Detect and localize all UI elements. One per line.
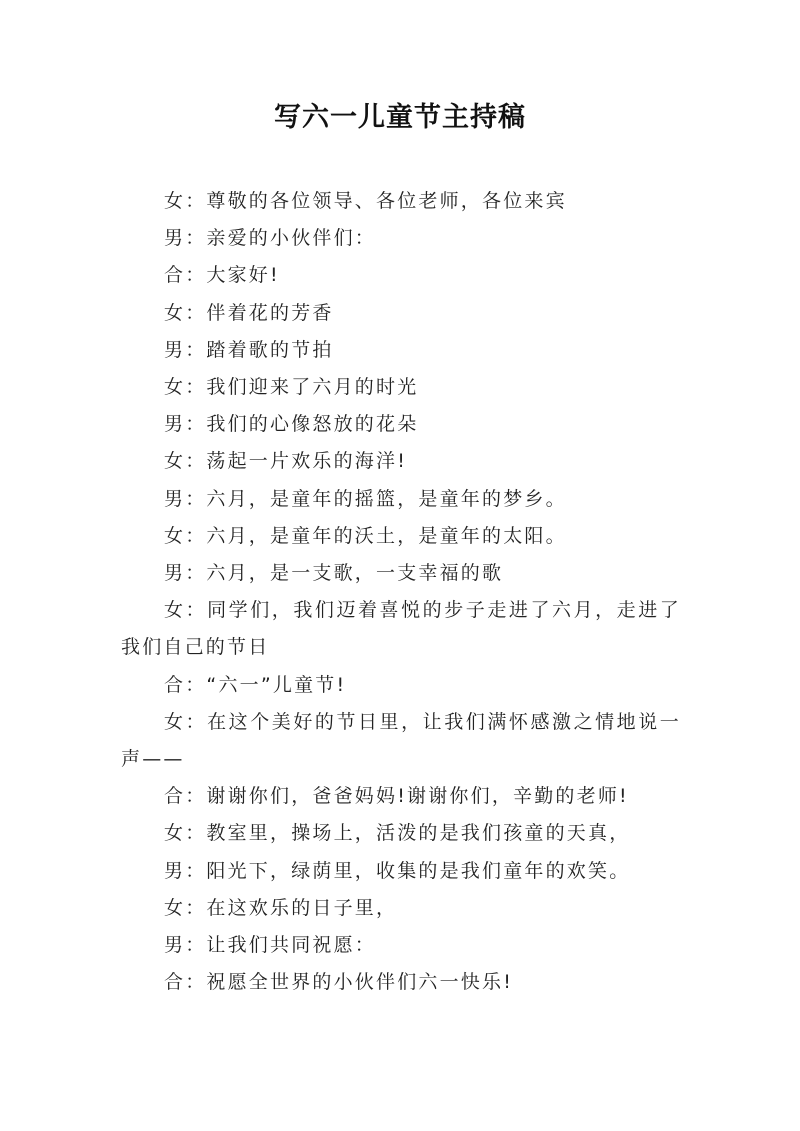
script-line: 男：六月，是童年的摇篮，是童年的梦乡。 [164, 487, 567, 510]
script-line: 女：同学们，我们迈着喜悦的步子走进了六月，走进了我们自己的节日 [121, 599, 681, 659]
script-line: 男：六月，是一支歌，一支幸福的歌 [164, 562, 504, 585]
script-line: 合：大家好! [164, 264, 280, 287]
script-line: 男：让我们共同祝愿： [164, 934, 377, 957]
script-line: 女：伴着花的芳香 [164, 301, 334, 324]
document-title: 写六一儿童节主持稿 [274, 102, 526, 133]
script-line: 女：荡起一片欢乐的海洋! [164, 450, 408, 473]
document-body [121, 183, 681, 1001]
script-line: 女：在这个美好的节日里，让我们满怀感激之情地说一声—— [121, 710, 681, 771]
script-line: 男：我们的心像怒放的花朵 [164, 413, 419, 436]
script-line: 男：亲爱的小伙伴们： [164, 227, 377, 250]
script-line: 合：谢谢你们，爸爸妈妈!谢谢你们，辛勤的老师! [164, 785, 629, 808]
script-line: 女：尊敬的各位领导、各位老师，各位来宾 [164, 190, 567, 212]
script-line: 合：“六一”儿童节! [164, 673, 347, 696]
script-line: 男：踏着歌的节拍 [164, 338, 334, 361]
script-line: 女：我们迎来了六月的时光 [164, 376, 419, 399]
script-line: 男：阳光下，绿荫里，收集的是我们童年的欢笑。 [164, 859, 631, 882]
script-line: 合：祝愿全世界的小伙伴们六一快乐! [164, 971, 514, 994]
script-line: 女：在这欢乐的日子里， [164, 896, 398, 919]
script-line: 女：六月，是童年的沃土，是童年的太阳。 [164, 524, 567, 547]
script-line: 女：教室里，操场上，活泼的是我们孩童的天真， [164, 822, 631, 845]
